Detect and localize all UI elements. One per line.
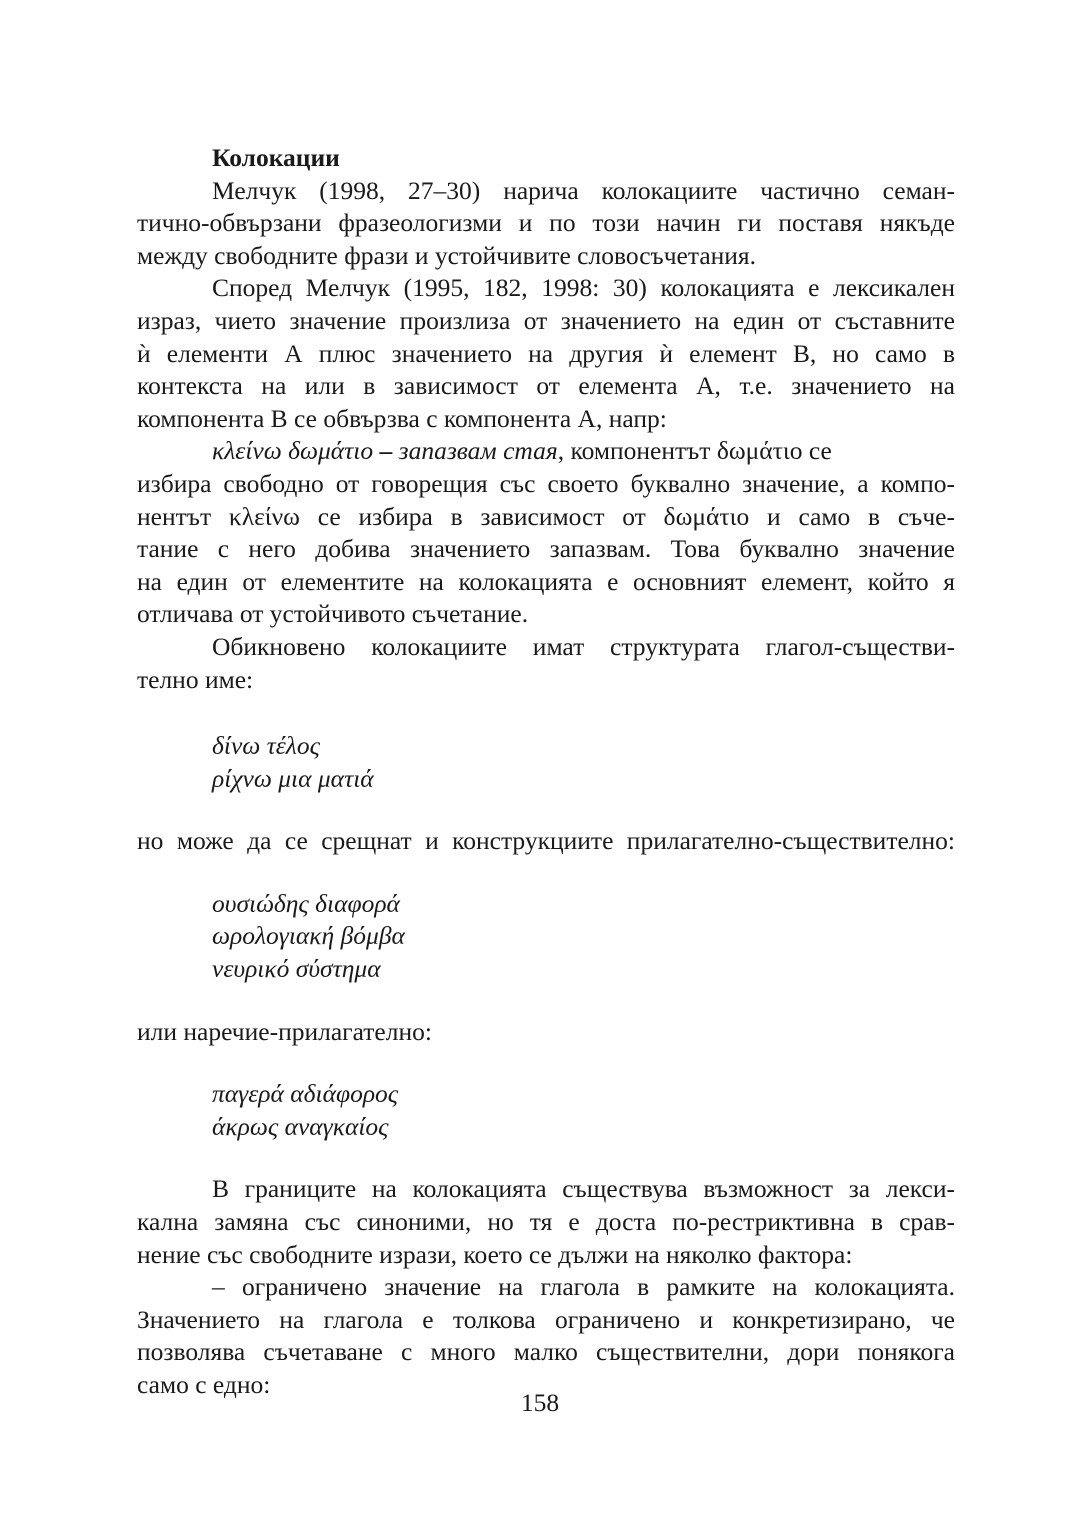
- text-line: Значението на глагола е толкова ограничено и конкретизирано, че: [137, 1304, 955, 1334]
- spacer: [137, 696, 955, 730]
- paragraph-example-explanation: [137, 435, 955, 631]
- page-body: [137, 142, 955, 1402]
- text-line: Според Мелчук (1995, 182, 1998: 30) колокацията е лексикален: [212, 273, 955, 303]
- text-line: В границите на колокацията съществува възможност за лекси-: [212, 1174, 955, 1204]
- greek-example: δίνω τέλος: [212, 731, 320, 761]
- text-line: нентът κλείνω се избира в зависимост от δωμάτιο и само в съче-: [137, 501, 955, 531]
- greek-example: ρίχνω μια ματιά: [212, 763, 374, 793]
- paragraph-structure: [137, 631, 955, 696]
- paragraph-synonym-substitution: [137, 1173, 955, 1271]
- example-list-adv-adj: [137, 1078, 955, 1143]
- text-line: ѝ елементи А плюс значението на другия ѝ елемент В, но само в: [137, 338, 955, 368]
- paragraph-melchuk-definition: [137, 175, 955, 273]
- text-line: кална замяна със синоними, но тя е доста по-рестриктивна в срав-: [137, 1207, 955, 1237]
- greek-example: άκρως αναγκαίος: [212, 1111, 389, 1141]
- text-line: нение със свободните изрази, което се дължи на няколко фактора:: [137, 1239, 853, 1269]
- text-line: но може да се срещнат и конструкциите прилагателно-съществително:: [137, 826, 955, 856]
- greek-example: ωρολογιακή βόμβα: [212, 921, 405, 951]
- example-translation: запазвам стая: [398, 436, 558, 466]
- text-line: между свободните фрази и устойчивите словосъчетания.: [137, 240, 757, 270]
- greek-example: νευρικό σύστημα: [212, 954, 381, 984]
- spacer: [137, 1048, 955, 1078]
- text-line: на един от елементите на колокацията е основният елемент, който я: [137, 566, 955, 596]
- text-line: тание с него добива значението запазвам. Това буквално значение: [137, 534, 955, 564]
- text-line: контекста на или в зависимост от елемента А, т.е. значението на: [137, 371, 955, 401]
- text-line: израз, чието значение произлиза от значението на един от съставните: [137, 305, 955, 335]
- section-heading: Колокации: [212, 143, 340, 172]
- greek-example: παγερά αδιάφορος: [212, 1079, 399, 1109]
- spacer: [137, 795, 955, 825]
- text-line: позволява съчетаване с много малко съществителни, дори понякога: [137, 1337, 955, 1367]
- example-list-adj-noun: [137, 888, 955, 986]
- example-list-verb-noun: [137, 730, 955, 795]
- greek-example: κλείνω δωμάτιο: [212, 436, 374, 466]
- text-line: компонента В се обвързва с компонента А, напр:: [137, 403, 667, 433]
- paragraph-collocation-meaning: [137, 272, 955, 435]
- text-line: избира свободно от говорещия със своето буквално значение, а компо-: [137, 468, 955, 498]
- text-run: , компонентът δωμάτιο се: [557, 436, 832, 466]
- spacer: [137, 1143, 955, 1173]
- text-line: тично-обвързани фразеологизми и по този начин ги поставя някъде: [137, 208, 955, 238]
- text-line: [137, 435, 955, 468]
- text-line: само с едно:: [137, 1370, 271, 1399]
- paragraph-limited-meaning: [137, 1271, 955, 1401]
- spacer: [137, 858, 955, 888]
- text-line: телно име:: [137, 664, 254, 694]
- text-line: или наречие-прилагателно:: [137, 1016, 432, 1046]
- text-line: Мелчук (1998, 27–30) нарича колокациите частично семан-: [212, 175, 955, 205]
- page-number: 158: [520, 1388, 560, 1417]
- text-line: отличава от устойчивото съчетание.: [137, 599, 529, 629]
- spacer: [137, 986, 955, 1016]
- text-line: – ограничено значение на глагола в рамките на колокацията.: [212, 1272, 955, 1302]
- text-line: Обикновено колокациите имат структурата глагол-съществи-: [212, 631, 955, 661]
- dash: –: [379, 436, 393, 466]
- greek-example: ουσιώδης διαφορά: [212, 888, 400, 918]
